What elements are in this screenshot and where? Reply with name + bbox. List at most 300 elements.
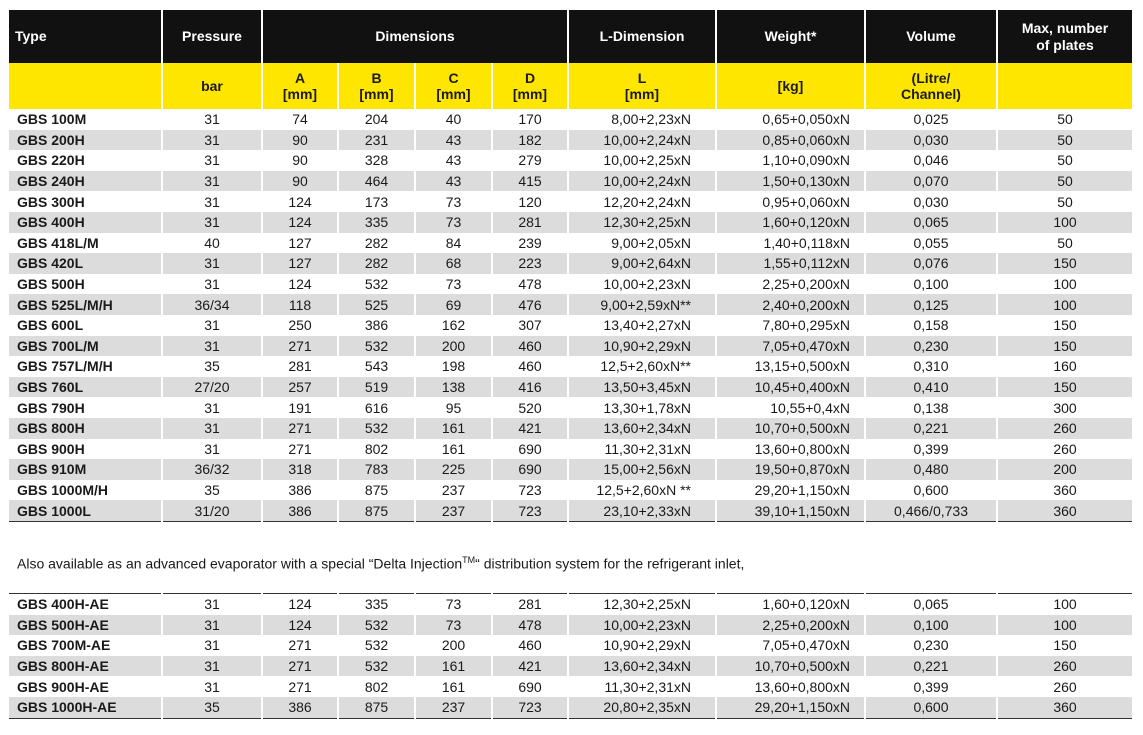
table-row (9, 594, 1133, 615)
cell-dim-b: 204 (338, 109, 415, 130)
cell-pressure: 31 (162, 315, 262, 336)
cell-pressure: 31 (162, 130, 262, 151)
cell-volume: 0,600 (865, 697, 997, 718)
cell-l-dimension: 8,00+2,23xN (568, 109, 716, 130)
cell-type: GBS 220H (9, 150, 162, 171)
cell-max-plates: 100 (997, 212, 1133, 233)
cell-pressure: 31 (162, 253, 262, 274)
table-row (9, 418, 1133, 439)
cell-dim-b: 173 (338, 191, 415, 212)
cell-max-plates: 100 (997, 274, 1133, 295)
cell-max-plates: 260 (997, 439, 1133, 460)
cell-volume: 0,600 (865, 480, 997, 501)
units-b: B [mm] (338, 63, 415, 109)
cell-dim-b: 335 (338, 212, 415, 233)
cell-l-dimension: 13,60+2,34xN (568, 656, 716, 677)
cell-dim-d: 421 (492, 656, 568, 677)
cell-dim-b: 231 (338, 130, 415, 151)
cell-dim-d: 690 (492, 439, 568, 460)
units-max (997, 63, 1133, 109)
cell-pressure: 31 (162, 150, 262, 171)
cell-max-plates: 50 (997, 130, 1133, 151)
cell-dim-a: 124 (262, 615, 338, 636)
cell-l-dimension: 12,30+2,25xN (568, 594, 716, 615)
cell-pressure: 31 (162, 191, 262, 212)
cell-max-plates: 200 (997, 459, 1133, 480)
cell-volume: 0,065 (865, 212, 997, 233)
cell-l-dimension: 13,30+1,78xN (568, 397, 716, 418)
cell-dim-b: 532 (338, 615, 415, 636)
cell-type: GBS 200H (9, 130, 162, 151)
table-row (9, 656, 1133, 677)
cell-type: GBS 400H (9, 212, 162, 233)
cell-pressure: 31 (162, 656, 262, 677)
header-dimensions: Dimensions (262, 10, 568, 63)
cell-volume: 0,025 (865, 109, 997, 130)
cell-l-dimension: 12,20+2,24xN (568, 191, 716, 212)
cell-l-dimension: 23,10+2,33xN (568, 500, 716, 521)
cell-type: GBS 900H (9, 439, 162, 460)
cell-pressure: 31 (162, 109, 262, 130)
cell-dim-a: 74 (262, 109, 338, 130)
cell-dim-c: 73 (415, 274, 492, 295)
cell-volume: 0,221 (865, 656, 997, 677)
cell-max-plates: 100 (997, 294, 1133, 315)
cell-dim-d: 281 (492, 212, 568, 233)
cell-dim-c: 73 (415, 594, 492, 615)
cell-dim-d: 476 (492, 294, 568, 315)
cell-dim-d: 460 (492, 336, 568, 357)
cell-pressure: 31 (162, 635, 262, 656)
cell-weight: 1,40+0,118xN (716, 233, 865, 254)
cell-dim-a: 124 (262, 274, 338, 295)
units-volume: (Litre/ Channel) (865, 63, 997, 109)
cell-dim-c: 161 (415, 418, 492, 439)
cell-type: GBS 1000H-AE (9, 697, 162, 718)
cell-dim-d: 460 (492, 635, 568, 656)
cell-weight: 2,40+0,200xN (716, 294, 865, 315)
cell-dim-b: 802 (338, 676, 415, 697)
table-row (9, 150, 1133, 171)
cell-dim-b: 875 (338, 480, 415, 501)
cell-dim-a: 271 (262, 418, 338, 439)
cell-dim-d: 690 (492, 676, 568, 697)
cell-weight: 13,15+0,500xN (716, 356, 865, 377)
cell-dim-b: 616 (338, 397, 415, 418)
cell-pressure: 31 (162, 397, 262, 418)
cell-dim-b: 532 (338, 336, 415, 357)
cell-pressure: 31 (162, 676, 262, 697)
units-l: L [mm] (568, 63, 716, 109)
cell-max-plates: 150 (997, 253, 1133, 274)
cell-dim-a: 271 (262, 439, 338, 460)
ae-spec-table (9, 593, 1134, 719)
cell-weight: 0,95+0,060xN (716, 191, 865, 212)
cell-dim-b: 328 (338, 150, 415, 171)
cell-volume: 0,158 (865, 315, 997, 336)
cell-dim-a: 386 (262, 480, 338, 501)
cell-weight: 0,65+0,050xN (716, 109, 865, 130)
cell-l-dimension: 10,90+2,29xN (568, 635, 716, 656)
cell-type: GBS 700L/M (9, 336, 162, 357)
cell-weight: 13,60+0,800xN (716, 676, 865, 697)
cell-dim-c: 200 (415, 336, 492, 357)
table-row (9, 439, 1133, 460)
cell-type: GBS 600L (9, 315, 162, 336)
trademark-mark: TM (462, 555, 476, 565)
cell-dim-b: 783 (338, 459, 415, 480)
cell-dim-d: 723 (492, 480, 568, 501)
cell-l-dimension: 9,00+2,05xN (568, 233, 716, 254)
cell-dim-a: 124 (262, 191, 338, 212)
table-row (9, 109, 1133, 130)
cell-dim-d: 182 (492, 130, 568, 151)
cell-l-dimension: 10,00+2,25xN (568, 150, 716, 171)
cell-dim-a: 250 (262, 315, 338, 336)
cell-weight: 1,60+0,120xN (716, 212, 865, 233)
cell-dim-c: 162 (415, 315, 492, 336)
cell-volume: 0,480 (865, 459, 997, 480)
cell-l-dimension: 20,80+2,35xN (568, 697, 716, 718)
table-row (9, 459, 1133, 480)
cell-weight: 10,55+0,4xN (716, 397, 865, 418)
cell-dim-d: 723 (492, 500, 568, 521)
table-row (9, 615, 1133, 636)
cell-dim-c: 43 (415, 150, 492, 171)
cell-type: GBS 400H-AE (9, 594, 162, 615)
cell-volume: 0,030 (865, 130, 997, 151)
cell-volume: 0,076 (865, 253, 997, 274)
cell-volume: 0,399 (865, 439, 997, 460)
cell-l-dimension: 10,00+2,23xN (568, 274, 716, 295)
cell-pressure: 31 (162, 274, 262, 295)
cell-l-dimension: 13,50+3,45xN (568, 377, 716, 398)
cell-dim-d: 415 (492, 171, 568, 192)
cell-max-plates: 150 (997, 635, 1133, 656)
cell-dim-c: 68 (415, 253, 492, 274)
cell-dim-a: 127 (262, 253, 338, 274)
cell-dim-d: 460 (492, 356, 568, 377)
cell-type: GBS 100M (9, 109, 162, 130)
cell-type: GBS 800H (9, 418, 162, 439)
availability-note: Also available as an advanced evaporator with a special “Delta Injection™“ distribution system for the refrigerant inlet, (17, 555, 745, 572)
cell-type: GBS 1000L (9, 500, 162, 521)
ae-table-body (9, 594, 1133, 719)
cell-l-dimension: 11,30+2,31xN (568, 676, 716, 697)
cell-dim-c: 237 (415, 480, 492, 501)
cell-dim-b: 532 (338, 418, 415, 439)
header-max-plates: Max, number of plates (997, 10, 1133, 63)
cell-l-dimension: 9,00+2,64xN (568, 253, 716, 274)
cell-max-plates: 300 (997, 397, 1133, 418)
cell-l-dimension: 9,00+2,59xN** (568, 294, 716, 315)
cell-dim-c: 161 (415, 676, 492, 697)
cell-dim-c: 84 (415, 233, 492, 254)
cell-pressure: 31 (162, 439, 262, 460)
cell-dim-a: 90 (262, 171, 338, 192)
cell-dim-a: 127 (262, 233, 338, 254)
cell-l-dimension: 10,00+2,24xN (568, 130, 716, 151)
table-row (9, 480, 1133, 501)
cell-pressure: 31 (162, 615, 262, 636)
cell-dim-c: 40 (415, 109, 492, 130)
cell-volume: 0,100 (865, 615, 997, 636)
cell-pressure: 31 (162, 171, 262, 192)
cell-dim-a: 386 (262, 697, 338, 718)
cell-dim-c: 73 (415, 212, 492, 233)
cell-pressure: 35 (162, 356, 262, 377)
cell-pressure: 36/32 (162, 459, 262, 480)
cell-dim-a: 90 (262, 150, 338, 171)
cell-dim-c: 73 (415, 615, 492, 636)
cell-volume: 0,046 (865, 150, 997, 171)
cell-dim-a: 124 (262, 594, 338, 615)
cell-pressure: 31 (162, 212, 262, 233)
units-pressure: bar (162, 63, 262, 109)
cell-dim-a: 271 (262, 336, 338, 357)
cell-dim-a: 271 (262, 656, 338, 677)
cell-volume: 0,399 (865, 676, 997, 697)
cell-dim-a: 191 (262, 397, 338, 418)
units-a: A [mm] (262, 63, 338, 109)
cell-type: GBS 800H-AE (9, 656, 162, 677)
table-row (9, 697, 1133, 718)
cell-l-dimension: 12,5+2,60xN ** (568, 480, 716, 501)
cell-pressure: 31 (162, 336, 262, 357)
cell-max-plates: 150 (997, 315, 1133, 336)
cell-dim-c: 73 (415, 191, 492, 212)
cell-max-plates: 50 (997, 233, 1133, 254)
units-type (9, 63, 162, 109)
cell-max-plates: 50 (997, 191, 1133, 212)
cell-dim-d: 281 (492, 594, 568, 615)
cell-dim-c: 237 (415, 697, 492, 718)
cell-max-plates: 260 (997, 656, 1133, 677)
cell-dim-b: 519 (338, 377, 415, 398)
table-row (9, 336, 1133, 357)
cell-dim-b: 525 (338, 294, 415, 315)
cell-weight: 29,20+1,150xN (716, 480, 865, 501)
cell-type: GBS 700M-AE (9, 635, 162, 656)
cell-pressure: 31 (162, 418, 262, 439)
cell-type: GBS 500H (9, 274, 162, 295)
table-row (9, 356, 1133, 377)
cell-volume: 0,230 (865, 336, 997, 357)
cell-type: GBS 910M (9, 459, 162, 480)
cell-volume: 0,466/0,733 (865, 500, 997, 521)
cell-max-plates: 50 (997, 171, 1133, 192)
table-row (9, 294, 1133, 315)
cell-weight: 7,05+0,470xN (716, 635, 865, 656)
cell-type: GBS 420L (9, 253, 162, 274)
cell-type: GBS 300H (9, 191, 162, 212)
cell-weight: 39,10+1,150xN (716, 500, 865, 521)
cell-max-plates: 150 (997, 336, 1133, 357)
cell-dim-b: 532 (338, 656, 415, 677)
cell-dim-b: 386 (338, 315, 415, 336)
cell-weight: 2,25+0,200xN (716, 274, 865, 295)
cell-type: GBS 525L/M/H (9, 294, 162, 315)
table-row (9, 315, 1133, 336)
table-row (9, 500, 1133, 521)
cell-dim-c: 161 (415, 439, 492, 460)
cell-type: GBS 500H-AE (9, 615, 162, 636)
cell-dim-b: 464 (338, 171, 415, 192)
cell-max-plates: 50 (997, 109, 1133, 130)
cell-weight: 29,20+1,150xN (716, 697, 865, 718)
cell-weight: 0,85+0,060xN (716, 130, 865, 151)
cell-weight: 1,60+0,120xN (716, 594, 865, 615)
cell-l-dimension: 10,90+2,29xN (568, 336, 716, 357)
cell-weight: 2,25+0,200xN (716, 615, 865, 636)
cell-dim-a: 271 (262, 635, 338, 656)
cell-dim-a: 281 (262, 356, 338, 377)
cell-pressure: 35 (162, 480, 262, 501)
cell-max-plates: 360 (997, 500, 1133, 521)
cell-l-dimension: 10,00+2,23xN (568, 615, 716, 636)
cell-dim-a: 257 (262, 377, 338, 398)
cell-dim-c: 225 (415, 459, 492, 480)
cell-dim-d: 120 (492, 191, 568, 212)
cell-dim-a: 124 (262, 212, 338, 233)
cell-dim-d: 478 (492, 274, 568, 295)
cell-dim-d: 239 (492, 233, 568, 254)
table-row (9, 253, 1133, 274)
cell-dim-c: 43 (415, 171, 492, 192)
table-row (9, 397, 1133, 418)
units-weight: [kg] (716, 63, 865, 109)
cell-weight: 1,50+0,130xN (716, 171, 865, 192)
cell-dim-d: 690 (492, 459, 568, 480)
cell-dim-c: 237 (415, 500, 492, 521)
cell-dim-d: 170 (492, 109, 568, 130)
units-d: D [mm] (492, 63, 568, 109)
cell-dim-b: 543 (338, 356, 415, 377)
cell-max-plates: 360 (997, 480, 1133, 501)
cell-dim-d: 723 (492, 697, 568, 718)
cell-max-plates: 100 (997, 615, 1133, 636)
cell-volume: 0,055 (865, 233, 997, 254)
cell-max-plates: 150 (997, 377, 1133, 398)
cell-weight: 7,05+0,470xN (716, 336, 865, 357)
cell-type: GBS 240H (9, 171, 162, 192)
cell-type: GBS 900H-AE (9, 676, 162, 697)
header-volume: Volume (865, 10, 997, 63)
cell-dim-a: 90 (262, 130, 338, 151)
table-row (9, 635, 1133, 656)
table-row (9, 212, 1133, 233)
cell-dim-c: 200 (415, 635, 492, 656)
cell-volume: 0,065 (865, 594, 997, 615)
cell-l-dimension: 13,40+2,27xN (568, 315, 716, 336)
cell-weight: 13,60+0,800xN (716, 439, 865, 460)
cell-pressure: 31/20 (162, 500, 262, 521)
header-type: Type (9, 10, 162, 63)
spec-table-body (9, 109, 1133, 521)
cell-max-plates: 160 (997, 356, 1133, 377)
cell-dim-d: 416 (492, 377, 568, 398)
cell-l-dimension: 13,60+2,34xN (568, 418, 716, 439)
cell-dim-d: 223 (492, 253, 568, 274)
table-row (9, 191, 1133, 212)
table-row (9, 274, 1133, 295)
cell-weight: 10,45+0,400xN (716, 377, 865, 398)
header-l-dimension: L-Dimension (568, 10, 716, 63)
cell-type: GBS 757L/M/H (9, 356, 162, 377)
cell-volume: 0,230 (865, 635, 997, 656)
cell-type: GBS 760L (9, 377, 162, 398)
cell-dim-b: 875 (338, 500, 415, 521)
cell-dim-b: 802 (338, 439, 415, 460)
cell-volume: 0,138 (865, 397, 997, 418)
cell-dim-a: 271 (262, 676, 338, 697)
cell-weight: 10,70+0,500xN (716, 656, 865, 677)
cell-volume: 0,100 (865, 274, 997, 295)
cell-dim-b: 282 (338, 253, 415, 274)
cell-dim-b: 532 (338, 274, 415, 295)
spec-table (9, 10, 1134, 522)
cell-pressure: 27/20 (162, 377, 262, 398)
cell-dim-b: 282 (338, 233, 415, 254)
cell-dim-b: 335 (338, 594, 415, 615)
cell-pressure: 36/34 (162, 294, 262, 315)
units-c: C [mm] (415, 63, 492, 109)
cell-weight: 7,80+0,295xN (716, 315, 865, 336)
cell-dim-d: 520 (492, 397, 568, 418)
cell-l-dimension: 10,00+2,24xN (568, 171, 716, 192)
cell-l-dimension: 15,00+2,56xN (568, 459, 716, 480)
cell-volume: 0,221 (865, 418, 997, 439)
cell-dim-c: 161 (415, 656, 492, 677)
cell-pressure: 35 (162, 697, 262, 718)
cell-pressure: 31 (162, 594, 262, 615)
cell-dim-c: 43 (415, 130, 492, 151)
header-weight: Weight* (716, 10, 865, 63)
cell-max-plates: 50 (997, 150, 1133, 171)
table-row (9, 377, 1133, 398)
cell-dim-a: 318 (262, 459, 338, 480)
cell-max-plates: 100 (997, 594, 1133, 615)
cell-weight: 1,10+0,090xN (716, 150, 865, 171)
cell-type: GBS 418L/M (9, 233, 162, 254)
cell-volume: 0,410 (865, 377, 997, 398)
cell-dim-d: 279 (492, 150, 568, 171)
cell-volume: 0,310 (865, 356, 997, 377)
table-row (9, 171, 1133, 192)
cell-weight: 10,70+0,500xN (716, 418, 865, 439)
cell-weight: 19,50+0,870xN (716, 459, 865, 480)
cell-l-dimension: 12,5+2,60xN** (568, 356, 716, 377)
cell-max-plates: 360 (997, 697, 1133, 718)
cell-volume: 0,070 (865, 171, 997, 192)
header-pressure: Pressure (162, 10, 262, 63)
cell-dim-d: 307 (492, 315, 568, 336)
cell-dim-d: 421 (492, 418, 568, 439)
cell-type: GBS 1000M/H (9, 480, 162, 501)
cell-max-plates: 260 (997, 418, 1133, 439)
cell-dim-b: 875 (338, 697, 415, 718)
table-row (9, 130, 1133, 151)
cell-pressure: 40 (162, 233, 262, 254)
cell-dim-b: 532 (338, 635, 415, 656)
cell-dim-c: 69 (415, 294, 492, 315)
cell-dim-a: 118 (262, 294, 338, 315)
cell-dim-a: 386 (262, 500, 338, 521)
cell-dim-d: 478 (492, 615, 568, 636)
cell-volume: 0,125 (865, 294, 997, 315)
cell-max-plates: 260 (997, 676, 1133, 697)
cell-volume: 0,030 (865, 191, 997, 212)
